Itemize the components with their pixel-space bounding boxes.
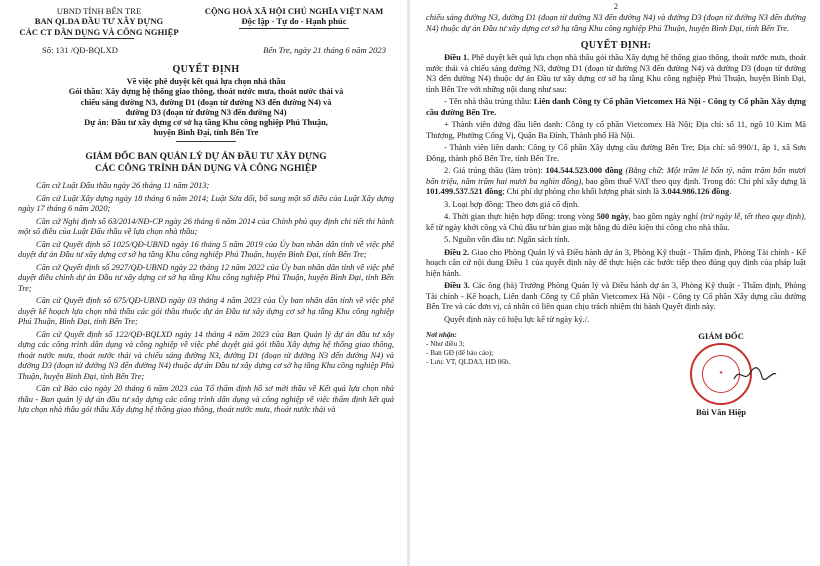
signature-block [426, 331, 806, 417]
signer-role: GIÁM ĐỐC [698, 331, 744, 341]
continuation-text: chiếu sáng đường N3, đường D1 (đoạn từ đường N3 đến đường N4) và đường D3 (đoạn từ đường N3 đến đường N4) thuộc dự án Đầu tư xây dựng cơ sở hạ tầng Khu công nghiệp Phú Thuận, huyện Bình Đại, tỉnh Bến Tre. [426, 13, 806, 33]
subject-line-1: Về việc phê duyệt kết quả lựa chọn nhà thầu [126, 77, 286, 87]
article-1 [426, 53, 806, 95]
authority-line-1: GIÁM ĐỐC BAN QUẢN LÝ DỰ ÁN ĐẦU TƯ XÂY DỰNG [85, 152, 327, 163]
authority-line-2: CÁC CÔNG TRÌNH DÂN DỤNG VÀ CÔNG NGHIỆP [95, 163, 317, 174]
recipient-1: - Như điều 3; [426, 340, 465, 348]
agency-line-2: BAN QLDA ĐẦU TƯ XÂY DỰNG [34, 16, 164, 27]
decision-title: QUYẾT ĐỊNH [172, 64, 240, 76]
duration-note: (trừ ngày lễ, tết theo quy định) [700, 212, 804, 221]
contract-duration [426, 212, 806, 233]
recipient-2: - Ban GĐ (để báo cáo); [426, 349, 494, 357]
duration-mid: , bao gồm ngày nghỉ [628, 212, 701, 221]
national-motto: Độc lập - Tự do - Hạnh phúc [241, 16, 347, 27]
signer [636, 331, 806, 417]
reserve-label: ; Chi phí dự phòng cho khối lượng phát sinh là [502, 187, 662, 196]
lead-member: + Thành viên đứng đầu liên danh: Công ty cổ phần Vietcomex Hà Nội; Địa chỉ: số 11, ngõ 10 Kim Mã Thượng, Phường Cống Vị, Quận Ba Đình, Thành phố Hà Nội. [426, 120, 806, 140]
price-end: . [729, 187, 732, 196]
subject-line-3: chiếu sáng đường N3, đường D1 (đoạn từ đường N3 đến đường N4) và [80, 97, 332, 107]
consideration-5: Căn cứ Quyết định số 2927/QĐ-UBND ngày 22 tháng 12 năm 2022 của Ủy ban nhân dân tỉnh về việc phê duyệt điều chỉnh dự án Đầu tư xây dựng cơ sở hạ tầng Khu công nghiệp Phú Thuận, huyện Bình Đại, tỉnh Bến Tre; [18, 262, 394, 293]
document-page-1 [0, 0, 408, 566]
agency-line-3: CÁC CT DÂN DỤNG VÀ CÔNG NGHIỆP [19, 26, 179, 37]
article-2-text: Giao cho Phòng Quản lý và Điều hành dự án 3, Phòng Kỹ thuật - Thẩm định, Phòng Tài chính - Kế hoạch căn cứ nội dung Điều 1 của quyết định này để thực hiện các bước tiếp theo đúng quy định của pháp luật hiện hành. [426, 247, 807, 278]
country-name: CỘNG HOÀ XÃ HỘI CHỦ NGHĨA VIỆT NAM [204, 6, 384, 16]
subject-underline [176, 141, 236, 142]
recipient-3: - Lưu: VT, QLDA3, HD 06b. [426, 358, 511, 366]
article-1-text: Phê duyệt kết quả lựa chọn nhà thầu gói thầu Xây dựng hệ thống giao thông, thoát nước mưa, thoát nước thải và chiếu sáng đường N3, đường D1 (đoạn từ đường N3 đến đường N4) và đường D3 (đoạn từ đường N3 đến đường N4) thuộc dự án Đầu tư xây dựng cơ sở hạ tầng Khu công nghiệp Phú Thuận, huyện Bình Đại, tỉnh Bến Tre với những nội dung như sau: [426, 53, 807, 94]
subject-line-5: Dự án: Đầu tư xây dựng cơ sở hạ tầng Khu công nghiệp Phú Thuận, [84, 118, 328, 128]
article-1-label: Điều 1. [444, 53, 470, 62]
funding-source: 5. Nguồn vốn đầu tư: Ngân sách tỉnh. [444, 235, 570, 244]
consideration-1: Căn cứ Luật Đấu thầu ngày 26 tháng 11 năm 2013; [36, 181, 210, 191]
article-3 [426, 281, 806, 313]
duration-days: 500 ngày [596, 212, 629, 221]
motto-underline [239, 28, 349, 29]
article-2-label: Điều 2. [444, 247, 470, 257]
article-3-label: Điều 3. [444, 281, 470, 290]
decision-heading: QUYẾT ĐỊNH: [580, 40, 652, 51]
issuing-agency [18, 6, 180, 40]
article-2 [426, 248, 806, 280]
winner-name: Liên danh Công ty Cổ phần Vietcomex Hà Nội - Công ty Cổ phần Xây dựng cầu đường Bến Tre. [426, 97, 806, 117]
duration-prefix: 4. Thời gian thực hiện hợp đồng: trong vòng [444, 212, 597, 221]
subject-line-2: Gói thầu: Xây dựng hệ thống giao thông, thoát nước mưa, thoát nước thải và [68, 87, 344, 97]
consideration-3: Căn cứ Nghị định số 63/2014/NĐ-CP ngày 26 tháng 6 năm 2014 của Chính phủ quy định chi tiết thi hành một số điều của Luật Đấu thầu về lựa chọn nhà thầu; [18, 216, 394, 237]
considerations [18, 181, 394, 416]
consideration-6: Căn cứ Quyết định số 675/QĐ-UBND ngày 03 tháng 4 năm 2023 của Ủy ban nhân dân tỉnh về việc phê duyệt kế hoạch lựa chọn nhà thầu các gói thầu thuộc dự án Đầu tư xây dựng cơ sở hạ tầng Khu công nghiệp Phú Thuận, Bình Đại, tỉnh Bến Tre; [18, 296, 394, 327]
document-header [18, 6, 394, 40]
page-number: 2 [613, 2, 619, 11]
construction-cost: 101.499.537.521 đồng [426, 187, 503, 196]
agency-underline [64, 38, 134, 39]
winner-prefix: - Tên nhà thầu trúng thầu: [444, 97, 534, 106]
price-words: (Bằng chữ: Một trăm lẻ bốn tỷ, năm trăm bốn mươi bốn triệu, năm trăm hai mươi ba nghìn đồng) [426, 166, 806, 186]
signature-icon [732, 365, 778, 385]
subject-line-4: đường D3 (đoạn từ đường N3 đến đường N4) [125, 107, 287, 117]
signer-name: Bùi Văn Hiệp [696, 407, 746, 417]
recipients-title: Nơi nhận: [426, 331, 457, 339]
document-date: Bến Tre, ngày 21 tháng 6 năm 2023 [263, 45, 386, 56]
consideration-4: Căn cứ Quyết định số 1025/QĐ-UBND ngày 16 tháng 5 năm 2019 của Ủy ban nhân dân tỉnh về việc phê duyệt dự án Đầu tư xây dựng cơ sở hạ tầng Khu công nghiệp Phú Thuận, huyện Bình Đại, tỉnh Bến Tre; [18, 239, 394, 260]
price-amount: 104.544.523.000 đồng [545, 166, 623, 175]
winner-line [426, 97, 806, 118]
consideration-7: Căn cứ Quyết định số 122/QĐ-BQLXD ngày 14 tháng 4 năm 2023 của Ban Quản lý dự án đầu tư xây dựng các công trình dân dụng và công nghiệp về việc phê duyệt giá gói thầu Xây dựng hệ thống giao thông, thoát nước mưa, thoát nước thải và chiếu sáng đường N3, đường D1 (đoạn từ đường N3 đến đường N4) và đường D3 (đoạn từ đường N3 đến đường N4) thuộc dự án Đầu tư xây dựng cơ sở hạ tầng Khu công nghiệp Phú Thuận, huyện Bình Đại, tỉnh Bến Tre; [18, 329, 394, 381]
stamp-inner-ring: ★ [702, 355, 740, 393]
duration-end: , kể từ ngày khởi công và Chủ đầu tư bàn giao mặt bằng đủ điều kiện thi công cho nhà thầu. [426, 212, 806, 232]
recipients [426, 331, 586, 417]
agency-line-1: UBND TỈNH BẾN TRE [56, 6, 142, 16]
consideration-8: Căn cứ Báo cáo ngày 20 tháng 6 năm 2023 của Tổ thẩm định hồ sơ mời thầu về Kết quả lựa chọn nhà thầu - Ban quản lý dự án đầu tư xây dựng các công trình dân dụng và công nghiệp về việc thẩm định kết quả lựa chọn nhà thầu gói thầu Xây dựng hệ thống giao thông, thoát nước mưa, thoát nước thải và [18, 384, 394, 415]
article-3-text: Các ông (bà) Trưởng Phòng Quản lý và Điều hành dự án 3, Phòng Kỹ thuật - Thẩm định, Phòng Tài chính - Kế hoạch, Liên danh Công ty Cổ phần Vietcomex Hà Nội - Công ty Cổ phần Xây dựng cầu đường Bến Tre và các đơn vị, cá nhân có liên quan chịu trách nhiệm thi hành Quyết định này. [426, 281, 806, 311]
effective-clause: Quyết định này có hiệu lực kể từ ngày ký./. [444, 314, 590, 324]
member: - Thành viên liên danh: Công ty Cổ phần Xây dựng cầu đường Bến Tre; Địa chỉ: số 990/1, ấp 1, xã Sơn Đông, thành phố Bến Tre, tỉnh Bến Tre. [426, 143, 806, 163]
price-prefix: 2. Giá trúng thầu (làm tròn): [444, 166, 546, 175]
national-heading [194, 6, 394, 40]
price-vat: , bao gồm thuế VAT theo quy định. Trong đó: Chi phí xây dựng là [581, 176, 807, 186]
bid-price [426, 166, 806, 198]
consideration-2: Căn cứ Luật Xây dựng ngày 18 tháng 6 năm 2014; Luật Sửa đổi, bổ sung một số điều của Luật Xây dựng ngày 17 tháng 6 năm 2020; [18, 193, 394, 214]
document-number: Số: 131 /QĐ-BQLXD [42, 45, 118, 56]
subject-line-6: huyện Bình Đại, tỉnh Bến Tre [153, 128, 259, 138]
reserve-cost: 3.044.986.126 đồng [661, 187, 730, 196]
number-date-row [18, 45, 394, 55]
contract-type: 3. Loại hợp đồng: Theo đơn giá cố định. [444, 199, 580, 209]
document-page-2 [410, 0, 820, 566]
